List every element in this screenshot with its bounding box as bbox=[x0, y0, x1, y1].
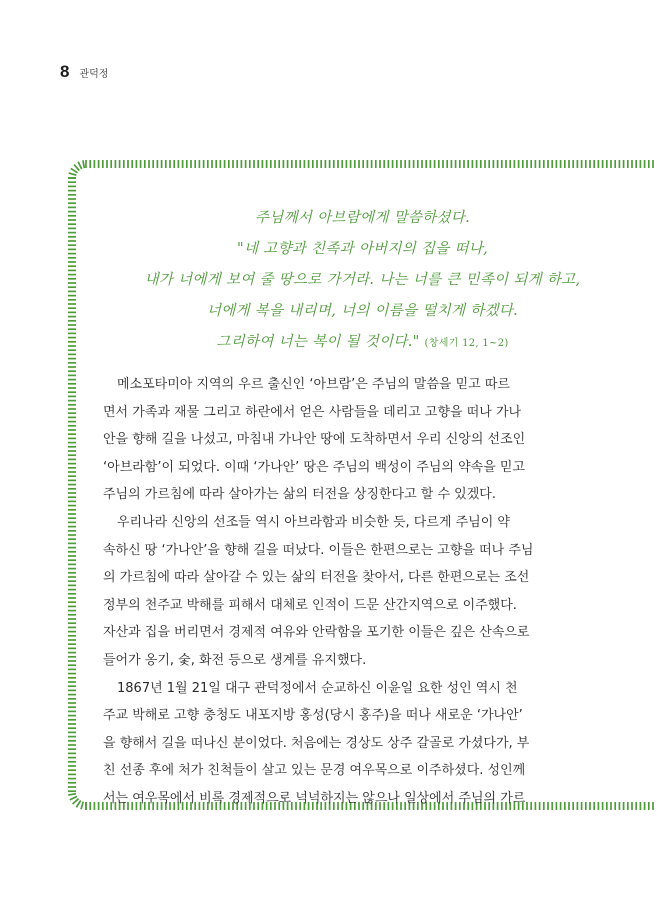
frame-hatch-corner-top bbox=[71, 168, 78, 172]
quote-text: 그리하여 너는 복이 될 것이다." bbox=[216, 334, 420, 350]
body-line: 메소포타미아 지역의 우르 출신인 ‘아브람’은 주님의 말씀을 믿고 따르 bbox=[117, 377, 510, 392]
frame-hatch-corner-top bbox=[78, 162, 81, 169]
frame-hatch-corner-bottom bbox=[76, 800, 80, 807]
body-line: 면서 가족과 재물 그리고 하란에서 얻은 사람들을 데리고 고향을 떠나 가나 bbox=[103, 404, 522, 420]
quote-citation: (창세기 12, 1~2) bbox=[424, 338, 509, 349]
quote-line: 주님께서 아브람에게 말씀하셨다. bbox=[254, 210, 471, 226]
body-line: 의 가르침에 따라 살아갈 수 있는 삶의 터전을 찾아서, 다른 한편으로는 조선 bbox=[103, 570, 530, 586]
body-line: ‘아브라함’이 되었다. 이때 ‘가나안’ 땅은 주님의 백성이 주님의 약속을 믿고 bbox=[103, 459, 526, 475]
body-line: 자산과 집을 버리면서 경제적 여유와 안락함을 포기한 이들은 깊은 산속으로 bbox=[103, 625, 530, 641]
body-line: 정부의 천주교 박해를 피해서 대체로 인적이 드문 산간지역으로 이주했다. bbox=[103, 597, 517, 613]
body-line: 안을 향해 길을 나섰고, 마침내 가나안 땅에 도착하면서 우리 신앙의 선조인 bbox=[103, 432, 526, 448]
body-line: 우리나라 신앙의 선조들 역시 아브라함과 비슷한 듯, 다르게 주님이 약 bbox=[117, 514, 510, 530]
page-number: 8 bbox=[60, 62, 70, 81]
frame-hatch-corner-top bbox=[74, 165, 79, 171]
body-line: 을 향해서 길을 떠나신 분이었다. 처음에는 경상도 상주 갈골로 가셨다가, 부 bbox=[103, 735, 530, 751]
frame-hatch-corner-bottom bbox=[70, 796, 77, 799]
quote-line: 내가 너에게 보여 줄 땅으로 가거라. 나는 너를 큰 민족이 되게 하고, bbox=[144, 272, 581, 288]
body-line: 주님의 가르침에 따라 살아가는 삶의 터전을 상징한다고 할 수 있겠다. bbox=[103, 487, 496, 503]
body-text bbox=[103, 371, 541, 813]
frame-hatch-corner-bottom bbox=[73, 799, 79, 804]
quote-line: 너에게 복을 내리며, 너의 이름을 떨치게 하겠다. bbox=[206, 303, 519, 319]
running-title: 관덕정 bbox=[79, 69, 109, 80]
frame-hatch-corner-top bbox=[83, 160, 84, 168]
body-line: 친 선종 후에 처가 친척들이 살고 있는 문경 여우목으로 이주하셨다. 성인께 bbox=[103, 763, 526, 779]
quote-line-last bbox=[68, 327, 657, 359]
frame-hatch-corner-bottom bbox=[68, 794, 76, 795]
scripture-quote bbox=[68, 203, 657, 359]
body-line: 주교 박해로 고향 충청도 내포지방 홍성(당시 홍주)을 떠나 새로운 ‘가나안’ bbox=[103, 708, 523, 724]
frame-hatch-corner-top bbox=[69, 173, 77, 175]
body-line: 1867년 1월 21일 대구 관덕정에서 순교하신 이윤일 요한 성인 역시 천 bbox=[117, 680, 518, 696]
page-header bbox=[60, 62, 108, 82]
frame-hatch-corner-bottom bbox=[81, 802, 83, 810]
body-line: 서는 여우목에서 비록 경제적으로 넉넉하지는 않으나 일상에서 주님의 가르 bbox=[103, 790, 526, 806]
quote-line: "네 고향과 친족과 아버지의 집을 떠나, bbox=[236, 241, 489, 257]
body-line: 들어가 옹기, 숯, 화전 등으로 생계를 유지했다. bbox=[103, 652, 367, 668]
body-line: 속하신 땅 ‘가나안’을 향해 길을 떠났다. 이들은 한편으로는 고향을 떠나 주님 bbox=[103, 542, 534, 558]
